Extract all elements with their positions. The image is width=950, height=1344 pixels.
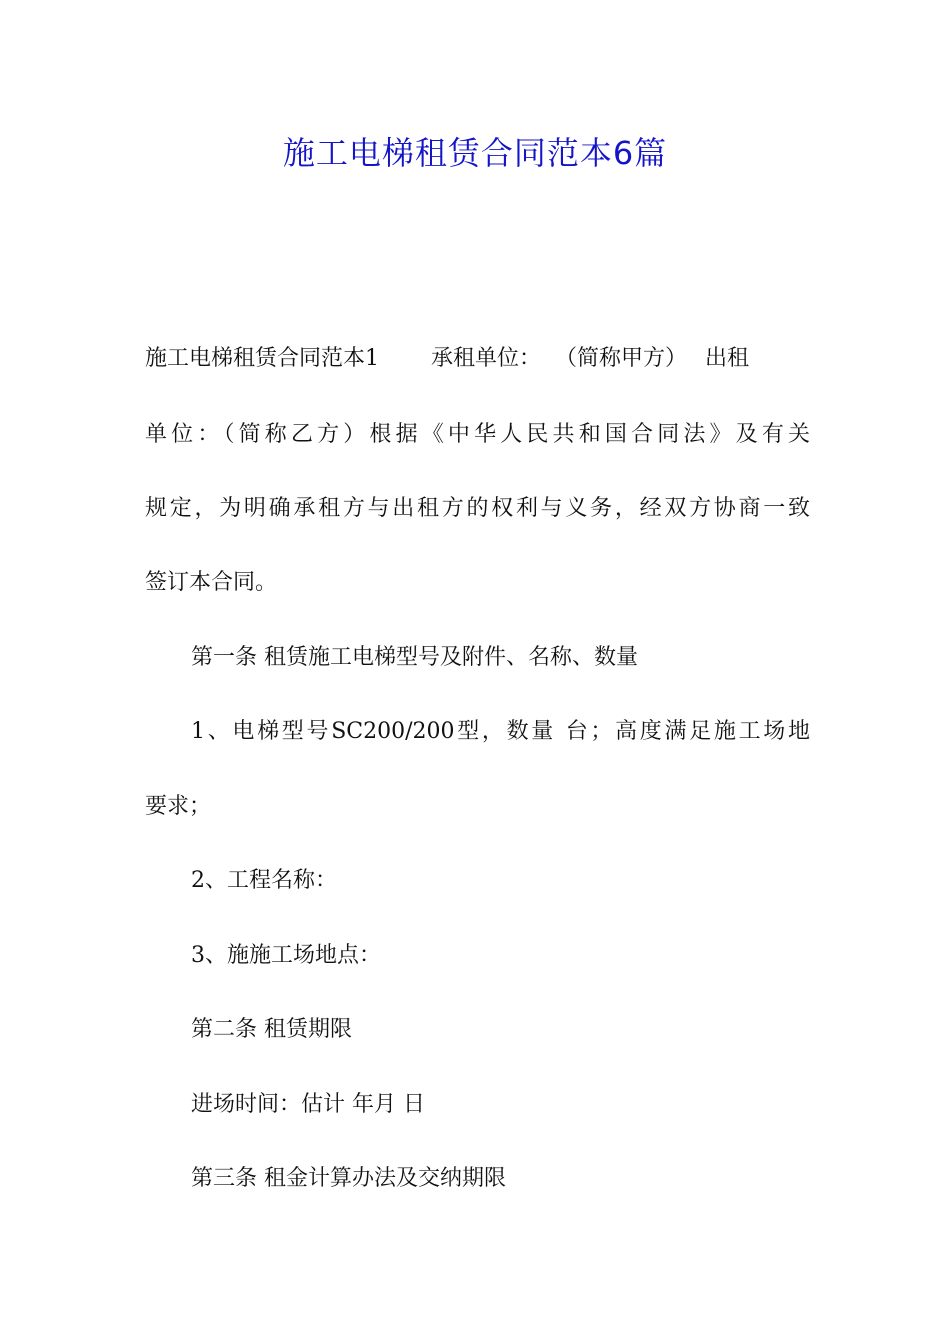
item-3-text: 3、施施工场地点： bbox=[191, 943, 381, 968]
entry-time-text: 进场时间：估计 年月 日 bbox=[191, 1092, 425, 1117]
item-3 bbox=[191, 937, 810, 975]
item-1-line-2-text: 要求； bbox=[145, 794, 212, 819]
document-title: 施工电梯租赁合同范本6篇 bbox=[282, 134, 668, 172]
contract-sample-label: 施工电梯租赁合同范本1 bbox=[145, 346, 379, 371]
article-2-heading bbox=[191, 1011, 810, 1049]
item-1-line-2 bbox=[145, 788, 810, 826]
item-1-line-1-text: 1、电梯型号SC200/200型，数量 台；高度满足施工场地 bbox=[191, 719, 810, 744]
article-3-heading bbox=[191, 1160, 810, 1198]
article-2-heading-text: 第二条 租赁期限 bbox=[191, 1017, 352, 1042]
article-3-heading-text: 第三条 租金计算办法及交纳期限 bbox=[191, 1166, 506, 1191]
intro-line-4 bbox=[145, 564, 810, 602]
item-2-text: 2、工程名称： bbox=[191, 868, 337, 893]
intro-line-3-text: 规定，为明确承租方与出租方的权利与义务，经双方协商一致 bbox=[145, 496, 810, 521]
entry-time bbox=[191, 1086, 810, 1124]
intro-line-3 bbox=[145, 490, 810, 528]
lessee-label: 承租单位： bbox=[431, 346, 542, 371]
intro-line-1 bbox=[145, 340, 810, 378]
intro-line-2 bbox=[145, 416, 810, 454]
article-1-heading-text: 第一条 租赁施工电梯型号及附件、名称、数量 bbox=[191, 645, 638, 670]
item-2 bbox=[191, 862, 810, 900]
lessor-label-start: 出租 bbox=[705, 346, 750, 371]
article-1-heading bbox=[191, 639, 810, 677]
intro-line-2-text: 单位：（简称乙方）根据《中华人民共和国合同法》及有关 bbox=[145, 422, 810, 447]
item-1-line-1 bbox=[191, 713, 810, 751]
intro-line-4-text: 签订本合同。 bbox=[145, 570, 278, 595]
party-a-note: （简称甲方） bbox=[555, 346, 688, 371]
